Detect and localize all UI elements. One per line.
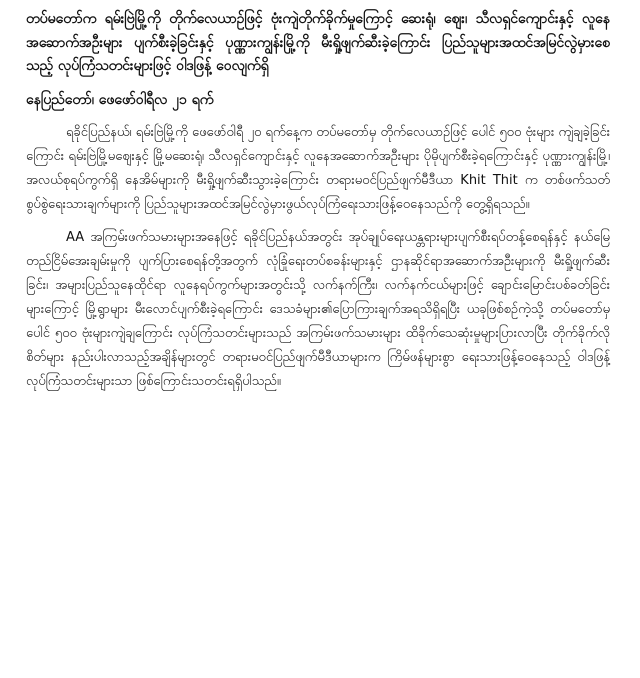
article-headline: တပ်မတော်က ရမ်းဗြဲမြို့ကို တိုက်လေယာဉ်ဖြင့် ဗုံးကျဲတိုက်ခိုက်မှုကြောင့် ဆေးရုံ၊ ဈေး၊ သီလရှင်ကျောင်းနှင့် လူနေအဆောက်အဦးများ ပျက်စီးခဲ့ခြင်းနှင့် ပုဏ္ဏားကျွန်းမြို့ကို မီးရှို့ဖျက်ဆီးခဲ့ကြောင်း ပြည်သူများအထင်အမြင်လွဲမှားစေသည့် လုပ်ကြံသတင်းများဖြင့် ဝါဒဖြန့် ဝေလျက်ရှိ <box>26 11 610 74</box>
article-paragraph-1: ရခိုင်ပြည်နယ်၊ ရမ်းဗြဲမြို့ကို ဖေဖော်ဝါရီ ၂၀ ရက်နေ့က တပ်မတော်မှ တိုက်လေယာဉ်ဖြင့် ပေါင် ၅၀၀ ဗုံးများ ကျဲချခဲ့ခြင်းကြောင်း ရမ်းဗြဲမြို့မဈေးနှင့် မြို့မဆေးရုံ၊ သီလရှင်ကျောင်းနှင့် လူနေအဆောက်အဦးများ ပိုမိုပျက်စီးခဲ့ရကြောင်းနှင့် ပုဏ္ဏားကျွန်းမြို့၊ အလယ်စုရပ်ကွက်ရှိ နေအိမ်များကို မီးရှို့ဖျက်ဆီးသွားခဲ့ကြောင်း တရားမဝင်ပြည်ဖျက်မီဒီယာ Khit Thit က တစ်ဖက်သတ်စွပ်စွဲရေးသားချက်များကို ပြည်သူများအထင်အမြင်လွဲမှားဖွယ်လုပ်ကြံရေးသားဖြန့်ဝေနေသည်ကို တွေ့ရှိရသည်။ <box>26 124 610 212</box>
article-paragraph-2: AA အကြမ်းဖက်သမားများအနေဖြင့် ရခိုင်ပြည်နယ်အတွင်း အုပ်ချုပ်ရေးယန္တရားများပျက်စီးရပ်တန့်စေရန်နှင့် နယ်မြေတည်ငြိမ်အေးချမ်းမှုကို ပျက်ပြားစေရန်တို့အတွက် လုံခြုံရေးတပ်စခန်းများနှင့် ဌာနဆိုင်ရာအဆောက်အဦးများကို မီးရှို့ဖျက်ဆီးခြင်း၊ အများပြည်သူနေထိုင်ရာ လူနေရပ်ကွက်များအတွင်းသို့ လက်နက်ကြီး၊ လက်နက်ငယ်များဖြင့် ချောင်းမြောင်းပစ်ခတ်ခြင်းများကြောင့် မြို့ရွာများ မီးလောင်ပျက်စီးခဲ့ရကြောင်း ဒေသခံများ၏ပြောကြားချက်အရသိရှိရပြီး ယခုဖြစ်စဉ်ကဲ့သို့ တပ်မတော်မှ ပေါင် ၅၀၀ ဗုံးများကျဲချကြောင်း လုပ်ကြံသတင်းများသည် အကြမ်းဖက်သမားများ ထိခိုက်သေဆုံးမှုများပြားလာပြီး တိုက်ခိုက်လိုစိတ်များ နည်းပါးလာသည့်အချိန်များတွင် တရားမဝင်ပြည်ဖျက်မီဒီယာများက ကြိမ်ဖန်များစွာ ရေးသားဖြန့်ဝေနေသည့် ဝါဒဖြန့် လုပ်ကြံသတင်းများသာ ဖြစ်ကြောင်းသတင်းရရှိပါသည်။ <box>26 229 610 389</box>
article-dateline: နေပြည်တော်၊ ဖေဖော်ဝါရီလ ၂၁ ရက် <box>26 91 214 108</box>
